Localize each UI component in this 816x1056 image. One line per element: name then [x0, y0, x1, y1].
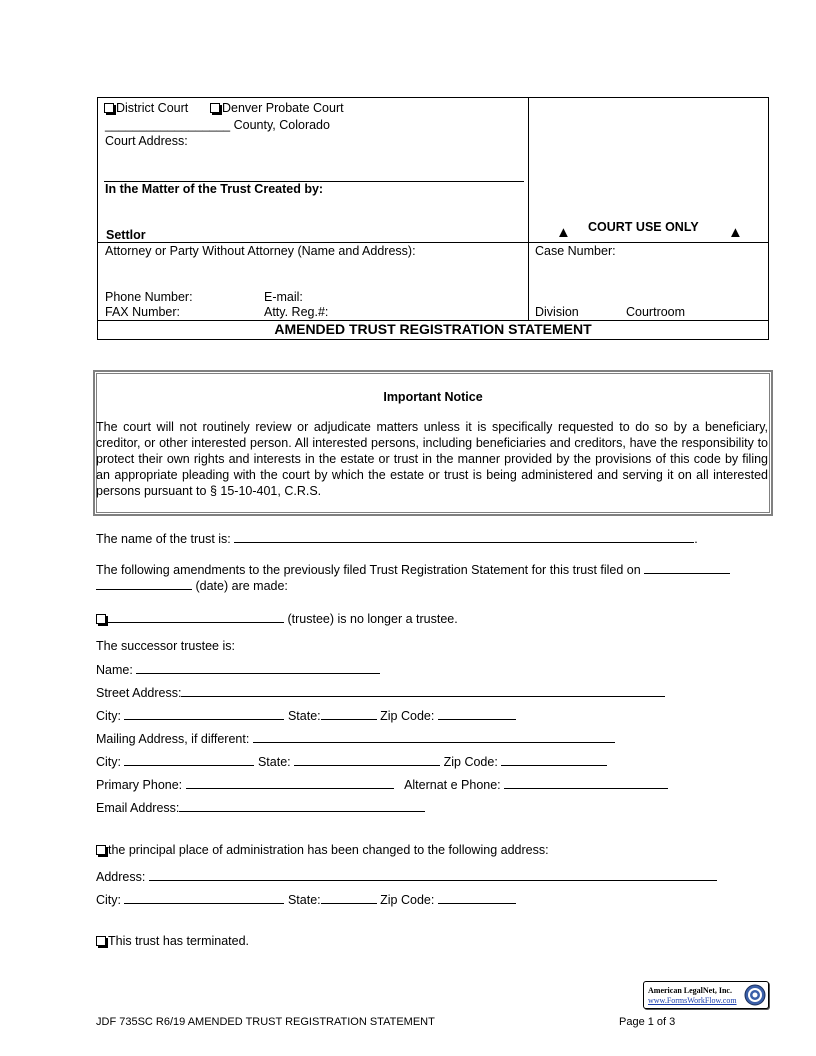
- form-title: AMENDED TRUST REGISTRATION STATEMENT: [274, 321, 592, 337]
- atty-reg-label: Atty. Reg.#:: [264, 305, 329, 319]
- case-number-label: Case Number:: [535, 244, 616, 258]
- principal-city-row: [96, 892, 516, 907]
- triangle-right-icon: ▲: [728, 224, 743, 241]
- trust-name-input[interactable]: [234, 531, 694, 543]
- email-label: E-mail:: [264, 290, 303, 304]
- district-court-option[interactable]: [104, 101, 188, 115]
- footer-form-id: JDF 735SC R6/19 AMENDED TRUST REGISTRATION STATEMENT: [96, 1016, 435, 1028]
- courtroom-label: Courtroom: [626, 305, 686, 319]
- principal-place-row: [96, 843, 549, 857]
- caption-row-divider-1: [97, 242, 769, 243]
- successor-email-label: Email Address:: [96, 801, 180, 815]
- alternate-phone-input[interactable]: [504, 777, 668, 789]
- former-trustee-input[interactable]: [108, 611, 284, 623]
- footer-page-number: Page 1 of 3: [619, 1016, 676, 1028]
- notice-body: The court will not routinely review or adjudicate matters unless it is specifically requested to do so by a beneficiary, creditor, or other interested person. All interested persons, including beneficiaries and creditors, have the responsibility to protect their own rights and interests in the estate or trust in the manner provided by the provisions of this code by filing an appropriate pleading with the court by which the estate or trust is being administered and serving it on all interested persons pursuant to § 15-10-401, C.R.S.: [96, 420, 768, 498]
- street-label: Street Address:: [96, 686, 182, 700]
- attorney-label: Attorney or Party Without Attorney (Name and Address):: [105, 244, 416, 258]
- principal-state-input[interactable]: [321, 892, 377, 904]
- principal-zip-input[interactable]: [438, 892, 516, 904]
- address-label: Address:: [96, 870, 146, 884]
- mailing-state-label: State:: [257, 755, 291, 769]
- zip-label: Zip Code:: [380, 709, 435, 723]
- principal-city-label: City:: [96, 893, 121, 907]
- settlor-label: Settlor: [106, 228, 146, 242]
- filed-on-input[interactable]: [644, 562, 730, 574]
- mailing-zip-input[interactable]: [501, 754, 607, 766]
- city-label: City:: [96, 709, 121, 723]
- filed-date-input[interactable]: [96, 578, 192, 590]
- american-legalnet-logo[interactable]: [643, 981, 769, 1009]
- street-input[interactable]: [181, 685, 665, 697]
- court-use-only: COURT USE ONLY: [588, 220, 699, 234]
- terminated-row: [96, 934, 249, 948]
- phone-row: [96, 777, 668, 792]
- district-court-label: District Court: [116, 101, 189, 115]
- successor-label: The successor trustee is:: [96, 639, 235, 653]
- mailing-city-row: [96, 754, 607, 769]
- city-input[interactable]: [124, 708, 284, 720]
- trustee-removed-checkbox[interactable]: [96, 614, 106, 624]
- primary-phone-label: Primary Phone:: [96, 778, 183, 792]
- principal-place-label: the principal place of administration has been changed to the following address:: [108, 843, 549, 857]
- successor-name-row: [96, 662, 380, 677]
- name-input[interactable]: [136, 662, 380, 674]
- notice-heading: Important Notice: [383, 390, 483, 404]
- county-line[interactable]: __________________ County, Colorado: [105, 118, 330, 132]
- principal-city-input[interactable]: [124, 892, 284, 904]
- district-court-checkbox[interactable]: [104, 103, 114, 113]
- logo-line1: American LegalNet, Inc.: [648, 986, 732, 995]
- name-label: Name:: [96, 663, 133, 677]
- email-row: [96, 800, 425, 815]
- alternate-phone-label: Alternat e Phone:: [404, 778, 501, 792]
- logo-seal-icon: [744, 984, 766, 1006]
- state-label: State:: [287, 709, 321, 723]
- fax-label: FAX Number:: [105, 305, 181, 319]
- denver-probate-option[interactable]: [210, 101, 344, 115]
- principal-state-label: State:: [287, 893, 321, 907]
- terminated-checkbox[interactable]: [96, 936, 106, 946]
- principal-zip-label: Zip Code:: [380, 893, 435, 907]
- amendments-line2: (date) are made:: [195, 579, 288, 593]
- successor-city-row: [96, 708, 516, 723]
- state-input[interactable]: [321, 708, 377, 720]
- mailing-label: Mailing Address, if different:: [96, 732, 250, 746]
- caption-box: [97, 97, 769, 340]
- amendments-row: [96, 562, 730, 577]
- amendments-line1: The following amendments to the previously filed Trust Registration Statement for this trust filed on: [96, 563, 641, 577]
- trustee-removed-row: [96, 611, 458, 626]
- division-label: Division: [535, 305, 579, 319]
- denver-probate-label: Denver Probate Court: [222, 101, 344, 115]
- primary-phone-input[interactable]: [186, 777, 394, 789]
- mailing-city-label: City:: [96, 755, 121, 769]
- principal-place-checkbox[interactable]: [96, 845, 106, 855]
- principal-address-row: [96, 869, 717, 884]
- mailing-zip-label: Zip Code:: [443, 755, 498, 769]
- phone-label: Phone Number:: [105, 290, 193, 304]
- terminated-label: This trust has terminated.: [108, 934, 250, 948]
- caption-vertical-divider: [528, 97, 529, 320]
- amendments-row-2: [96, 578, 288, 593]
- denver-probate-checkbox[interactable]: [210, 103, 220, 113]
- triangle-left-icon: ▲: [556, 224, 571, 241]
- mailing-city-input[interactable]: [124, 754, 254, 766]
- trust-name-row: The name of the trust is: .: [96, 532, 698, 546]
- trustee-removed-label: (trustee) is no longer a trustee.: [287, 612, 458, 626]
- logo-line2[interactable]: www.FormsWorkFlow.com: [648, 996, 737, 1005]
- mailing-row: [96, 731, 615, 746]
- mailing-state-input[interactable]: [294, 754, 440, 766]
- court-address-label: Court Address:: [105, 134, 188, 148]
- trust-name-label: The name of the trust is:: [96, 532, 231, 546]
- matter-label: In the Matter of the Trust Created by:: [105, 182, 324, 196]
- zip-input[interactable]: [438, 708, 516, 720]
- successor-street-row: [96, 685, 665, 700]
- email-input[interactable]: [179, 800, 425, 812]
- mailing-input[interactable]: [253, 731, 615, 743]
- principal-address-input[interactable]: [149, 869, 717, 881]
